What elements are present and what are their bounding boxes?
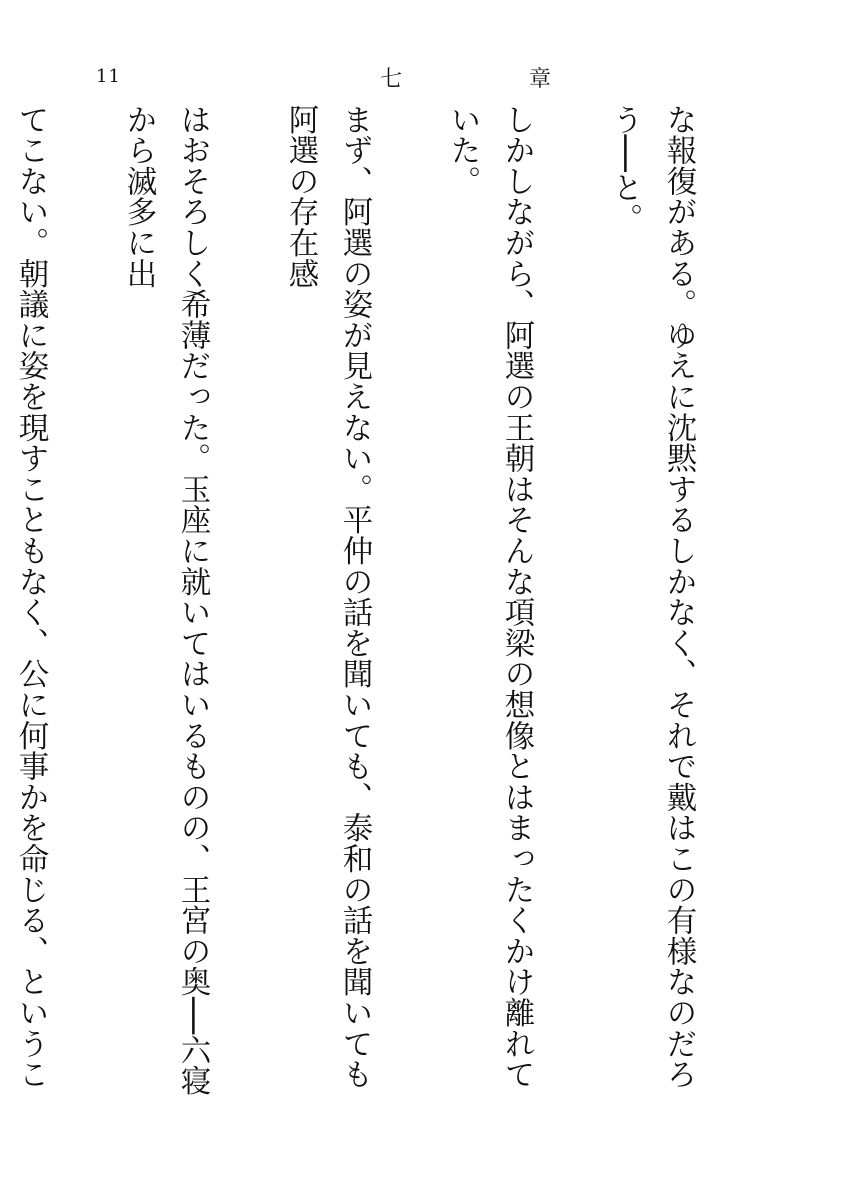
text-line: しかしながら、阿選の王朝はそんな項梁の想像とはまったくかけ離れていた。	[445, 104, 534, 1090]
vertical-body-text	[13, 104, 759, 1104]
running-header: 七 章	[380, 67, 611, 92]
text-line: な報復がある。ゆえに沈黙するしかなく、それで戴はこの有様なのだろう──と。	[607, 104, 696, 1090]
text-line: まず、阿選の姿が見えない。平仲の話を聞いても、泰和の話を聞いても阿選の存在感	[283, 104, 372, 1090]
text-line: はおそろしく希薄だった。玉座に就いてはいるものの、王宮の奥──六寝から滅多に出	[121, 104, 210, 1097]
page-number: 11	[96, 66, 121, 87]
text-line: てこない。朝議に姿を現すこともなく、公に何事かを命じる、というこ	[13, 104, 48, 1090]
